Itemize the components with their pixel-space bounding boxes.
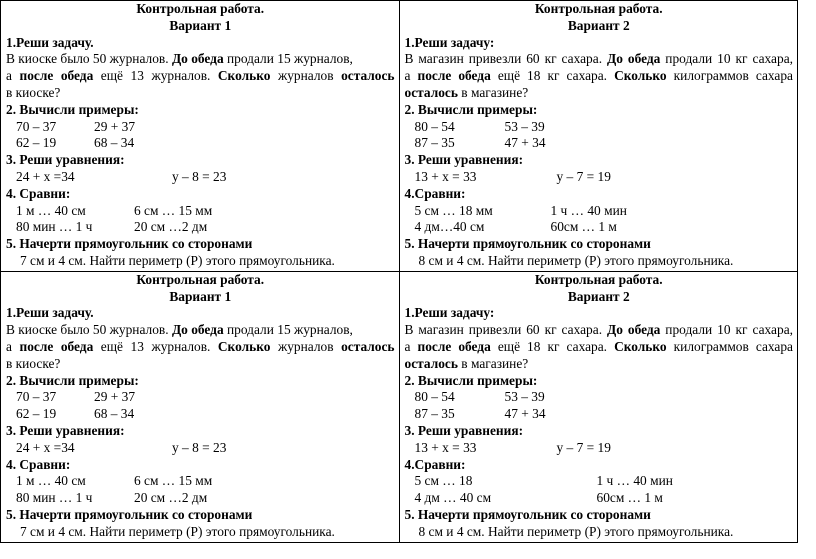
example: 62 – 19: [16, 135, 57, 151]
variant-label: Вариант 1: [169, 288, 232, 304]
comparison: 6 см … 15 мм: [134, 202, 213, 218]
task1-text: килограммов сахара: [666, 68, 793, 84]
equation: y – 8 = 23: [172, 439, 227, 455]
task1-emph: после обеда: [19, 68, 94, 84]
task3-heading: 3. Реши уравнения:: [404, 152, 524, 168]
task5-heading: 5. Начерти прямоугольник со сторонами: [404, 236, 651, 252]
task1-text: а: [404, 68, 418, 84]
comparison: 6 см … 15 мм: [134, 473, 213, 489]
card-title: Контрольная работа.: [534, 1, 663, 16]
task5-heading: 5. Начерти прямоугольник со сторонами: [404, 506, 651, 522]
example: 62 – 19: [16, 406, 57, 422]
equation: 13 + x = 33: [414, 439, 477, 455]
task1-line3: [6, 85, 395, 102]
task1-emph: Сколько: [614, 68, 667, 84]
task1-heading: 1.Реши задачу:: [404, 34, 495, 50]
task2-row: [6, 389, 395, 406]
task1-line2: [405, 68, 794, 85]
task1-text: В магазин привезли 60 кг сахара.: [404, 322, 608, 338]
comparison: 1 м … 40 см: [16, 473, 86, 489]
task1-emph: осталось: [404, 84, 458, 100]
task1-text: ещё 13 журналов.: [93, 68, 218, 84]
task4-row: [405, 473, 794, 490]
card-top-right: [399, 1, 798, 272]
card-title: Контрольная работа.: [136, 271, 265, 287]
task1-line2: [405, 339, 794, 356]
task5-text: 7 см и 4 см. Найти периметр (Р) этого прямоугольника.: [20, 252, 335, 268]
task1-emph: осталось: [341, 68, 395, 84]
task1-line1: [6, 322, 395, 339]
comparison: 1 м … 40 см: [16, 202, 86, 218]
task1-text: В магазин привезли 60 кг сахара.: [404, 51, 608, 67]
task5-text: 8 см и 4 см. Найти периметр (Р) этого прямоугольника.: [418, 523, 734, 539]
comparison: 20 см …2 дм: [134, 490, 208, 506]
task1-text: журналов: [270, 68, 342, 84]
task1-line3: [6, 356, 395, 373]
task1-emph: после обеда: [417, 338, 491, 354]
task1-text: журналов: [270, 338, 342, 354]
variant-label: Вариант 2: [567, 17, 630, 33]
task1-text: продали 10 кг сахара,: [660, 322, 793, 338]
equation: y – 7 = 19: [556, 439, 611, 455]
task4-row: [6, 219, 395, 236]
example: 53 – 39: [504, 389, 545, 405]
task1-text: а: [6, 68, 20, 84]
task1-emph: осталось: [341, 338, 395, 354]
task3-row: [6, 169, 395, 186]
task1-text: килограммов сахара: [666, 338, 793, 354]
example: 70 – 37: [16, 389, 57, 405]
example: 47 + 34: [504, 406, 546, 422]
variant-label: Вариант 1: [169, 17, 232, 33]
task4-row: [6, 473, 395, 490]
task1-text: продали 15 журналов,: [223, 51, 353, 67]
example: 70 – 37: [16, 118, 57, 134]
example: 29 + 37: [94, 389, 136, 405]
task4-row: [405, 203, 794, 220]
task5-text: 8 см и 4 см. Найти периметр (Р) этого прямоугольника.: [418, 252, 734, 268]
card-title: Контрольная работа.: [534, 271, 663, 287]
task1-text: в магазине?: [457, 355, 529, 371]
task4-heading: 4.Сравни:: [404, 456, 466, 472]
equation: 24 + x =34: [16, 439, 75, 455]
card-top-left: [1, 1, 400, 272]
task3-heading: 3. Реши уравнения:: [404, 422, 524, 438]
task2-row: [405, 135, 794, 152]
task1-line2: [6, 68, 395, 85]
task2-row: [6, 406, 395, 423]
card-bottom-right: [399, 271, 798, 542]
task2-row: [405, 119, 794, 136]
task1-line1: [405, 322, 794, 339]
task1-line2: [6, 339, 395, 356]
task3-row: [405, 440, 794, 457]
task1-emph: До обеда: [607, 51, 661, 67]
task1-emph: Сколько: [217, 338, 271, 354]
task1-text: а: [404, 338, 418, 354]
task1-emph: До обеда: [607, 322, 661, 338]
equation: 13 + x = 33: [414, 168, 477, 184]
task3-row: [6, 440, 395, 457]
comparison: 5 см … 18 мм: [414, 202, 493, 218]
task1-text: в киоске?: [6, 84, 61, 100]
task1-emph: До обеда: [171, 322, 224, 338]
example: 29 + 37: [94, 118, 136, 134]
task1-text: ещё 13 журналов.: [93, 338, 218, 354]
task4-heading: 4. Сравни:: [6, 185, 71, 201]
task1-text: продали 15 журналов,: [223, 322, 353, 338]
task3-heading: 3. Реши уравнения:: [6, 152, 125, 168]
task4-row: [405, 219, 794, 236]
task3-row: [405, 169, 794, 186]
task2-heading: 2. Вычисли примеры:: [404, 101, 538, 117]
task4-row: [6, 490, 395, 507]
task5-heading: 5. Начерти прямоугольник со сторонами: [6, 506, 253, 522]
equation: y – 8 = 23: [172, 168, 227, 184]
comparison: 80 мин … 1 ч: [16, 490, 93, 506]
task1-emph: после обеда: [417, 68, 491, 84]
example: 80 – 54: [414, 389, 455, 405]
task1-emph: Сколько: [614, 338, 667, 354]
task4-heading: 4. Сравни:: [6, 456, 71, 472]
example: 47 + 34: [504, 135, 546, 151]
task5-text: 7 см и 4 см. Найти периметр (Р) этого прямоугольника.: [20, 523, 335, 539]
task5-heading: 5. Начерти прямоугольник со сторонами: [6, 236, 253, 252]
example: 87 – 35: [414, 135, 455, 151]
task2-row: [6, 135, 395, 152]
comparison: 4 дм … 40 см: [414, 490, 492, 506]
task1-text: В киоске было 50 журналов.: [6, 322, 172, 338]
comparison: 1 ч … 40 мин: [550, 202, 627, 218]
task1-heading: 1.Реши задачу:: [404, 305, 495, 321]
task4-row: [405, 490, 794, 507]
task1-heading: 1.Реши задачу.: [6, 305, 94, 321]
task4-row: [6, 203, 395, 220]
comparison: 60см … 1 м: [596, 490, 663, 506]
comparison: 60см … 1 м: [550, 219, 617, 235]
comparison: 5 см … 18: [414, 473, 473, 489]
comparison: 20 см …2 дм: [134, 219, 208, 235]
task1-line3: [405, 356, 794, 373]
comparison: 1 ч … 40 мин: [596, 473, 673, 489]
task1-text: ещё 18 кг сахара.: [490, 68, 615, 84]
card-bottom-left: [1, 271, 400, 542]
task1-line1: [6, 51, 395, 68]
task1-text: В киоске было 50 журналов.: [6, 51, 172, 67]
task1-emph: Сколько: [217, 68, 271, 84]
task1-line3: [405, 85, 794, 102]
example: 80 – 54: [414, 118, 455, 134]
task2-heading: 2. Вычисли примеры:: [404, 372, 538, 388]
task3-heading: 3. Реши уравнения:: [6, 422, 125, 438]
example: 68 – 34: [94, 406, 135, 422]
card-title: Контрольная работа.: [136, 1, 265, 16]
task1-text: продали 10 кг сахара,: [660, 51, 793, 67]
task1-emph: осталось: [404, 355, 458, 371]
variant-label: Вариант 2: [567, 288, 630, 304]
example: 53 – 39: [504, 118, 545, 134]
task1-text: а: [6, 338, 20, 354]
task2-heading: 2. Вычисли примеры:: [6, 372, 139, 388]
comparison: 80 мин … 1 ч: [16, 219, 93, 235]
task4-heading: 4.Сравни:: [404, 185, 466, 201]
comparison: 4 дм…40 см: [414, 219, 485, 235]
task1-text: в киоске?: [6, 355, 61, 371]
example: 68 – 34: [94, 135, 135, 151]
task2-row: [6, 119, 395, 136]
task1-text: ещё 18 кг сахара.: [490, 338, 615, 354]
task2-row: [405, 389, 794, 406]
example: 87 – 35: [414, 406, 455, 422]
equation: 24 + x =34: [16, 168, 75, 184]
task1-emph: после обеда: [19, 338, 94, 354]
task1-text: в магазине?: [457, 84, 529, 100]
task1-emph: До обеда: [171, 51, 224, 67]
equation: y – 7 = 19: [556, 168, 611, 184]
task1-heading: 1.Реши задачу.: [6, 34, 94, 50]
task2-heading: 2. Вычисли примеры:: [6, 101, 139, 117]
task2-row: [405, 406, 794, 423]
task1-line1: [405, 51, 794, 68]
